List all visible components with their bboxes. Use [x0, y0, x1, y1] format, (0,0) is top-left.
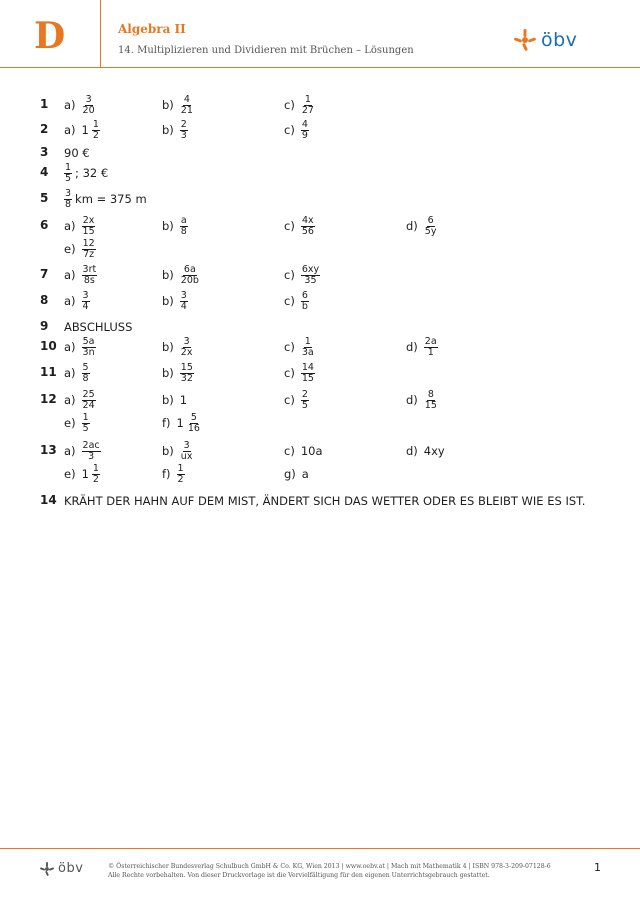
answer-item: [284, 334, 315, 360]
fraction: [180, 363, 194, 384]
answer-value: [82, 239, 96, 260]
answer-item: [64, 262, 97, 288]
answer-label: a): [64, 340, 76, 354]
fraction: [82, 216, 96, 237]
answer-value: [82, 363, 90, 384]
answer-value: [82, 216, 96, 237]
exercise-number: 1: [40, 97, 49, 111]
answer-item: [64, 236, 96, 262]
fraction: [187, 413, 201, 434]
exercise-number: 12: [40, 392, 57, 406]
answer-label: c): [284, 444, 295, 458]
denominator: 5: [301, 399, 308, 411]
denominator: 3: [88, 450, 95, 462]
numerator: 3: [65, 187, 72, 199]
numerator: 4x: [302, 214, 314, 226]
answer-item: [284, 262, 320, 288]
answer-text: KRÄHT DER HAHN AUF DEM MIST, ÄNDERT SICH DAS WETTER ODER ES BLEIBT WIE ES IST.: [64, 494, 586, 508]
fraction: [301, 216, 315, 237]
answer-value: [82, 390, 96, 411]
fraction: [301, 363, 315, 384]
numerator: 14: [301, 361, 314, 373]
numerator: 5: [82, 361, 89, 373]
numerator: 2a: [424, 335, 437, 347]
answer-text: 1: [176, 416, 184, 430]
answer-value: [177, 413, 201, 434]
solution-row: [0, 262, 640, 290]
answer-text: 1: [81, 467, 89, 481]
numerator: 6: [427, 214, 434, 226]
exercise-number: 4: [40, 165, 49, 179]
answer-value: [82, 413, 90, 434]
numerator: 25: [82, 388, 95, 400]
answer-label: b): [162, 444, 174, 458]
answer-value: [301, 291, 309, 312]
numerator: 6: [301, 289, 308, 301]
denominator: 5: [82, 422, 89, 434]
fraction: [82, 265, 98, 286]
answer-label: e): [64, 416, 76, 430]
answer-text: 10a: [300, 444, 323, 458]
answer-item: [284, 288, 309, 314]
fraction: [177, 464, 185, 485]
denominator: 7z: [83, 248, 95, 260]
answer-text: ; 32 €: [75, 166, 109, 180]
answer-label: b): [162, 123, 174, 137]
denominator: 5: [65, 172, 72, 184]
answer-item: [64, 288, 90, 314]
answer-label: c): [284, 294, 295, 308]
page-title: Algebra II: [118, 22, 186, 36]
page-number: 1: [594, 861, 601, 874]
solution-row: [0, 360, 640, 388]
answer-value: [64, 163, 108, 184]
answer-value: [64, 146, 90, 160]
answer-value: [180, 337, 194, 358]
numerator: 4: [301, 118, 308, 130]
answer-value: [424, 390, 438, 411]
answer-value: [180, 291, 188, 312]
answer-item: [64, 160, 108, 186]
answer-label: c): [284, 268, 295, 282]
fraction: [82, 413, 90, 434]
answer-value: [302, 467, 309, 481]
answer-value: [301, 265, 320, 286]
answer-value: [180, 95, 194, 116]
fraction: [180, 291, 188, 312]
answer-label: b): [162, 219, 174, 233]
numerator: 4: [183, 93, 190, 105]
numerator: 6xy: [301, 263, 320, 275]
fraction: [424, 337, 438, 358]
answer-value: [180, 120, 188, 141]
denominator: 3a: [301, 346, 314, 358]
denominator: 2x: [180, 346, 193, 358]
copyright-line-2: Alle Rechte vorbehalten. Von dieser Druckvorlage ist die Vervielfältigung für den eigenen Unterrichtsgebrauch gestattet.: [108, 872, 490, 879]
denominator: 1: [427, 346, 434, 358]
numerator: 2: [180, 118, 187, 130]
answer-value: [180, 441, 194, 462]
numerator: 1: [304, 335, 311, 347]
denominator: 32: [180, 372, 193, 384]
numerator: 3: [180, 289, 187, 301]
answer-value: [301, 216, 315, 237]
denominator: b: [301, 300, 308, 312]
denominator: 24: [82, 399, 95, 411]
fraction: [82, 363, 90, 384]
answer-label: b): [162, 393, 174, 407]
answer-item: [64, 186, 147, 212]
solution-row: [0, 334, 640, 362]
answer-item: [162, 92, 194, 118]
denominator: 8s: [83, 274, 95, 286]
fraction: [301, 390, 309, 411]
answer-item: [162, 360, 194, 386]
answer-label: b): [162, 366, 174, 380]
numerator: 1: [65, 161, 72, 173]
numerator: 3: [82, 289, 89, 301]
answer-text: 1: [179, 393, 188, 407]
denominator: 15: [301, 372, 314, 384]
answer-value: [82, 441, 101, 462]
answer-text: ABSCHLUSS: [64, 320, 133, 334]
logo-text: öbv: [541, 29, 578, 51]
fraction: [301, 291, 309, 312]
answer-item: [284, 360, 315, 386]
answer-label: g): [284, 467, 296, 481]
answer-text: 90 €: [64, 146, 90, 160]
numerator: 3: [85, 93, 92, 105]
answer-value: [82, 464, 100, 485]
answer-value: [177, 464, 185, 485]
numerator: 1: [177, 462, 184, 474]
exercise-number: 6: [40, 218, 49, 232]
denominator: 4: [82, 300, 89, 312]
answer-value: [180, 216, 188, 237]
fraction: [92, 120, 100, 141]
denominator: 56: [301, 225, 314, 237]
exercise-number: 11: [40, 365, 57, 379]
denominator: 27: [301, 104, 314, 116]
fraction: [180, 216, 188, 237]
denominator: 16: [187, 422, 200, 434]
numerator: 1: [304, 93, 311, 105]
answer-value: [301, 120, 309, 141]
page-subtitle: 14. Multiplizieren und Dividieren mit Brüchen – Lösungen: [118, 45, 414, 56]
solution-row: [0, 92, 640, 120]
fraction: [180, 95, 194, 116]
numerator: 3: [183, 439, 190, 451]
denominator: 20b: [180, 274, 199, 286]
answer-item: [64, 360, 90, 386]
numerator: 3rt: [82, 263, 97, 275]
answer-label: b): [162, 268, 174, 282]
answer-label: d): [406, 444, 418, 458]
answer-item: [162, 288, 188, 314]
numerator: 1: [82, 411, 89, 423]
exercise-number: 3: [40, 145, 49, 159]
numerator: 1: [92, 462, 99, 474]
solution-row: [0, 186, 640, 214]
fraction: [301, 120, 309, 141]
copyright-text: [108, 862, 568, 880]
denominator: 15: [424, 399, 437, 411]
numerator: 8: [427, 388, 434, 400]
answer-label: a): [64, 294, 76, 308]
answer-text: 1: [81, 123, 89, 137]
fraction: [82, 95, 96, 116]
answer-label: c): [284, 123, 295, 137]
fraction: [82, 291, 90, 312]
answer-item: [64, 461, 100, 487]
exercise-number: 7: [40, 267, 49, 281]
fraction: [180, 265, 200, 286]
exercise-number: 13: [40, 443, 57, 457]
answer-value: [82, 120, 100, 141]
denominator: 3: [180, 129, 187, 141]
numerator: 12: [82, 237, 95, 249]
answer-value: [64, 320, 132, 334]
exercise-number: 14: [40, 493, 57, 507]
denominator: 5y: [424, 225, 437, 237]
answer-value: [301, 363, 315, 384]
answer-label: d): [406, 340, 418, 354]
answer-label: d): [406, 219, 418, 233]
answer-value: [180, 265, 200, 286]
solution-row: [0, 488, 640, 516]
fraction: [301, 337, 315, 358]
answer-value: [82, 265, 98, 286]
exercise-number: 2: [40, 122, 49, 136]
denominator: 3n: [82, 346, 95, 358]
numerator: 15: [180, 361, 193, 373]
exercise-number: 8: [40, 293, 49, 307]
denominator: 8: [65, 198, 72, 210]
denominator: 20: [82, 104, 95, 116]
answer-item: [284, 92, 315, 118]
numerator: 2ac: [82, 439, 100, 451]
answer-label: e): [64, 467, 76, 481]
denominator: 9: [301, 129, 308, 141]
fraction: [82, 390, 96, 411]
answer-item: [406, 334, 438, 360]
denominator: 4: [180, 300, 187, 312]
footer-logo-text: öbv: [58, 861, 84, 876]
exercise-number: 5: [40, 191, 49, 205]
copyright-line-1: © Österreichischer Bundesverlag Schulbuch GmbH & Co. KG, Wien 2013 | www.oebv.at | Mach mit Mathematik 4 | ISBN 978-3-209-07128-6: [108, 863, 551, 870]
numerator: 5a: [82, 335, 95, 347]
solution-row: [0, 288, 640, 316]
fraction: [64, 163, 72, 184]
answer-value: [424, 337, 438, 358]
fraction: [301, 265, 320, 286]
answer-value: [424, 444, 445, 458]
answer-value: [301, 444, 323, 458]
fraction: [82, 337, 96, 358]
answer-item: [64, 488, 585, 514]
answer-label: b): [162, 340, 174, 354]
answer-label: c): [284, 340, 295, 354]
solution-row: [0, 461, 640, 489]
answer-label: a): [64, 98, 76, 112]
answer-value: [180, 393, 187, 407]
chapter-letter: D: [34, 15, 66, 57]
answer-label: c): [284, 366, 295, 380]
answer-label: c): [284, 98, 295, 112]
answer-item: [284, 461, 309, 487]
fraction: [180, 441, 194, 462]
answer-item: [162, 461, 185, 487]
fraction: [180, 120, 188, 141]
answer-value: [301, 390, 309, 411]
fraction: [180, 337, 194, 358]
numerator: 3: [183, 335, 190, 347]
denominator: 2: [177, 473, 184, 485]
answer-item: [162, 334, 193, 360]
answer-value: [82, 337, 96, 358]
answer-label: d): [406, 393, 418, 407]
answer-text: 4xy: [423, 444, 445, 458]
fraction: [92, 464, 100, 485]
answer-label: a): [64, 219, 76, 233]
numerator: 5: [190, 411, 197, 423]
denominator: 2: [92, 129, 99, 141]
numerator: a: [180, 214, 187, 226]
answer-label: c): [284, 219, 295, 233]
answer-item: [162, 410, 201, 436]
fraction: [424, 390, 438, 411]
answer-label: b): [162, 98, 174, 112]
answer-label: b): [162, 294, 174, 308]
star-logo-icon: [40, 862, 54, 876]
denominator: 21: [180, 104, 193, 116]
solution-row: [0, 236, 640, 264]
answer-value: [64, 494, 585, 508]
denominator: 15: [82, 225, 95, 237]
answer-text: km = 375 m: [75, 192, 147, 206]
numerator: 2: [301, 388, 308, 400]
answer-label: a): [64, 123, 76, 137]
fraction: [82, 441, 101, 462]
answer-label: f): [162, 467, 171, 481]
answer-value: [301, 95, 315, 116]
answer-value: [424, 216, 438, 237]
footer-logo: [40, 861, 83, 876]
fraction: [64, 189, 72, 210]
answer-value: [180, 363, 194, 384]
denominator: 2: [92, 473, 99, 485]
answer-label: f): [162, 416, 171, 430]
solution-row: [0, 410, 640, 438]
answer-value: [82, 95, 96, 116]
answer-label: e): [64, 242, 76, 256]
fraction: [301, 95, 315, 116]
fraction: [82, 239, 96, 260]
denominator: ux: [180, 450, 193, 462]
exercise-number: 10: [40, 339, 57, 353]
footer-rule: [0, 848, 640, 849]
solution-row: [0, 160, 640, 188]
exercise-number: 9: [40, 319, 49, 333]
denominator: 35: [304, 274, 317, 286]
numerator: 2x: [82, 214, 95, 226]
answer-label: a): [64, 366, 76, 380]
answer-label: a): [64, 268, 76, 282]
numerator: 6a: [183, 263, 196, 275]
answer-label: c): [284, 393, 295, 407]
answer-item: [162, 262, 200, 288]
answer-item: [64, 92, 96, 118]
answer-value: [301, 337, 315, 358]
answer-item: [64, 334, 96, 360]
answer-text: a: [301, 467, 309, 481]
numerator: 1: [92, 118, 99, 130]
denominator: 8: [180, 225, 187, 237]
answer-label: a): [64, 444, 76, 458]
denominator: 8: [82, 372, 89, 384]
answer-value: [64, 189, 147, 210]
answer-value: [82, 291, 90, 312]
answer-label: a): [64, 393, 76, 407]
answer-item: [64, 410, 90, 436]
fraction: [424, 216, 438, 237]
